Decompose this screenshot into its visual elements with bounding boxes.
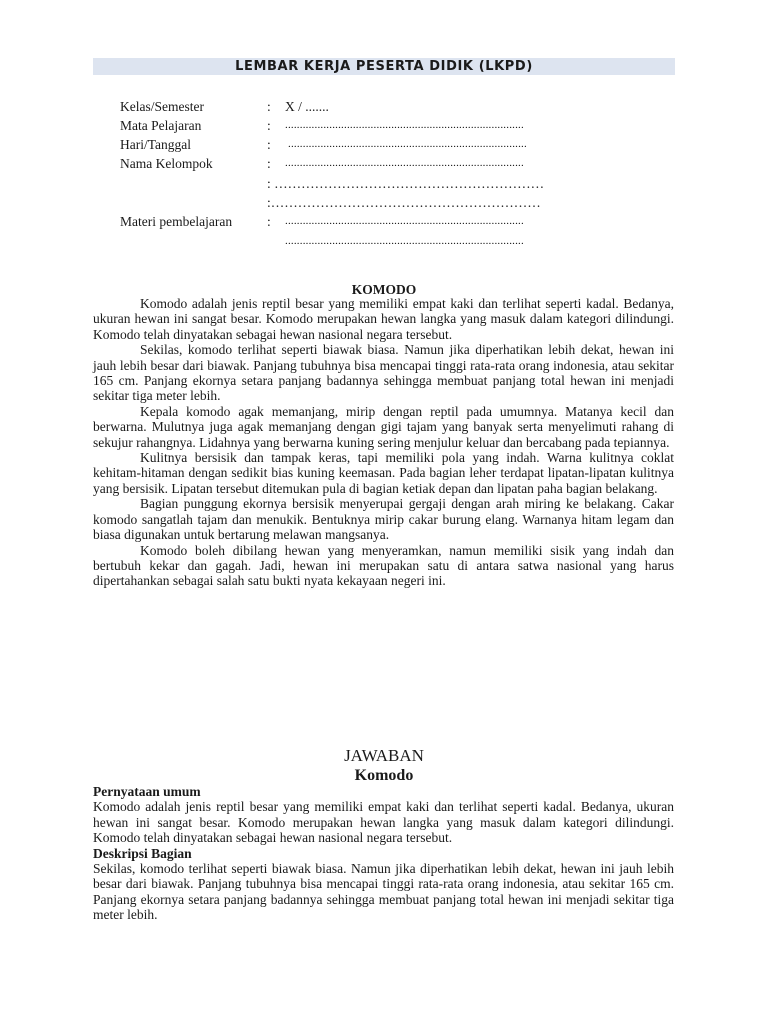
field-group-member-line-1 bbox=[120, 174, 640, 193]
field-label: Mata Pelajaran bbox=[120, 118, 202, 133]
paragraph: Sekilas, komodo terlihat seperti biawak biasa. Namun jika diperhatikan lebih dekat, hewan ini jauh lebih besar dari biawak. Panjang tubuhnya bisa mencapai tinggi rata-rata orang indonesia, atau sekitar 165 cm. Panjang ekornya setara panjang badannya sehingga membuat panjang total hewan ini menjadi sekitar tiga meter lebih. bbox=[93, 342, 674, 404]
section-text: Sekilas, komodo terlihat seperti biawak biasa. Namun jika diperhatikan lebih dekat, hewan ini jauh lebih besar dari biawak. Panjang tubuhnya bisa mencapai tinggi rata-rata orang indonesia, atau sekitar 165 cm. Panjang ekornya setara panjang badannya sehingga membuat panjang total hewan ini menjadi sekitar tiga meter lebih. bbox=[93, 861, 674, 923]
paragraph: Komodo boleh dibilang hewan yang menyeramkan, namun memiliki sisik yang indah dan bertubuh kekar dan gagah. Jadi, hewan ini merupakan satu di antara satwa nasional yang harus dipertahankan sebagai salah satu bukti nyata kekayaan negeri ini. bbox=[93, 542, 674, 589]
field-colon: : bbox=[267, 137, 271, 152]
field-label: Nama Kelompok bbox=[120, 156, 213, 171]
field-label: Kelas/Semester bbox=[120, 99, 204, 114]
field-value: ................................................................................. bbox=[285, 215, 524, 227]
field-value: ................................................................................. bbox=[285, 235, 524, 247]
field-value: ................................................................................. bbox=[285, 157, 524, 169]
field-colon: : bbox=[267, 99, 271, 114]
field-value: X / ....... bbox=[285, 99, 329, 114]
member-line: : …………………………………………………… bbox=[267, 176, 545, 191]
answer-subheading: Komodo bbox=[354, 767, 414, 784]
paragraph: Kepala komodo agak memanjang, mirip dengan reptil pada umumnya. Matanya kecil dan berwarna. Mulutnya juga agak memanjang dengan gigi tajam yang banyak serta menyelimuti rahang di sekujur rahangnya. Lidahnya yang berwarna kuning sering menjulur keluar dan bercabang pada tepiannya. bbox=[93, 403, 674, 450]
field-mata-pelajaran bbox=[120, 116, 640, 135]
answer-heading: JAWABAN bbox=[344, 746, 424, 765]
paragraph: Bagian punggung ekornya bersisik menyerupai gergaji dengan arah miring ke belakang. Cakar komodo sangatlah tajam dan menukik. Bentuknya mirip cakar burung elang. Warnanya hitam legam dan biasa digunakan untuk bertarung melawan mangsanya. bbox=[93, 496, 674, 543]
field-label: Hari/Tanggal bbox=[120, 137, 192, 152]
reading-passage bbox=[93, 296, 674, 589]
field-nama-kelompok bbox=[120, 154, 640, 173]
answer-body bbox=[93, 784, 674, 923]
field-kelas-semester bbox=[120, 97, 640, 116]
field-materi-pembelajaran-line-2 bbox=[120, 232, 640, 251]
field-group-member-line-2 bbox=[120, 193, 640, 212]
section-heading: Deskripsi Bagian bbox=[93, 845, 192, 861]
field-value: ................................................................................. bbox=[285, 119, 524, 131]
field-colon: : bbox=[267, 156, 271, 171]
reading-title: KOMODO bbox=[351, 282, 417, 297]
field-colon: : bbox=[267, 214, 271, 229]
field-value: ................................................................................. bbox=[288, 138, 527, 150]
section-text: Komodo adalah jenis reptil besar yang memiliki empat kaki dan terlihat seperti kadal. Bedanya, ukuran hewan ini sangat besar. Komodo merupakan hewan langka yang masuk dalam kategori dilindungi. Komodo telah dinyatakan sebagai hewan nasional negara tersebut. bbox=[93, 799, 674, 846]
field-hari-tanggal bbox=[120, 135, 640, 154]
field-colon: : bbox=[267, 118, 271, 133]
member-line: :…………………………………………………… bbox=[267, 195, 541, 210]
document-title: LEMBAR KERJA PESERTA DIDIK (LKPD) bbox=[93, 58, 675, 75]
field-label: Materi pembelajaran bbox=[120, 214, 233, 229]
section-heading: Pernyataan umum bbox=[93, 784, 201, 799]
field-materi-pembelajaran bbox=[120, 212, 640, 231]
paragraph: Kulitnya bersisik dan tampak keras, tapi memiliki pola yang indah. Warna kulitnya coklat kehitam-hitaman dengan sedikit bias kuning keemasan. Pada bagian leher terdapat lipatan-lipatan kulitnya yang bersisik. Lipatan tersebut ditemukan pula di bagian ketiak depan dan lipatan paha bagian belakang. bbox=[93, 450, 674, 496]
paragraph: Komodo adalah jenis reptil besar yang memiliki empat kaki dan terlihat seperti kadal. Bedanya, ukuran hewan ini sangat besar. Komodo merupakan hewan langka yang masuk dalam kategori dilindungi. Komodo telah dinyatakan sebagai hewan nasional negara tersebut. bbox=[93, 296, 674, 342]
